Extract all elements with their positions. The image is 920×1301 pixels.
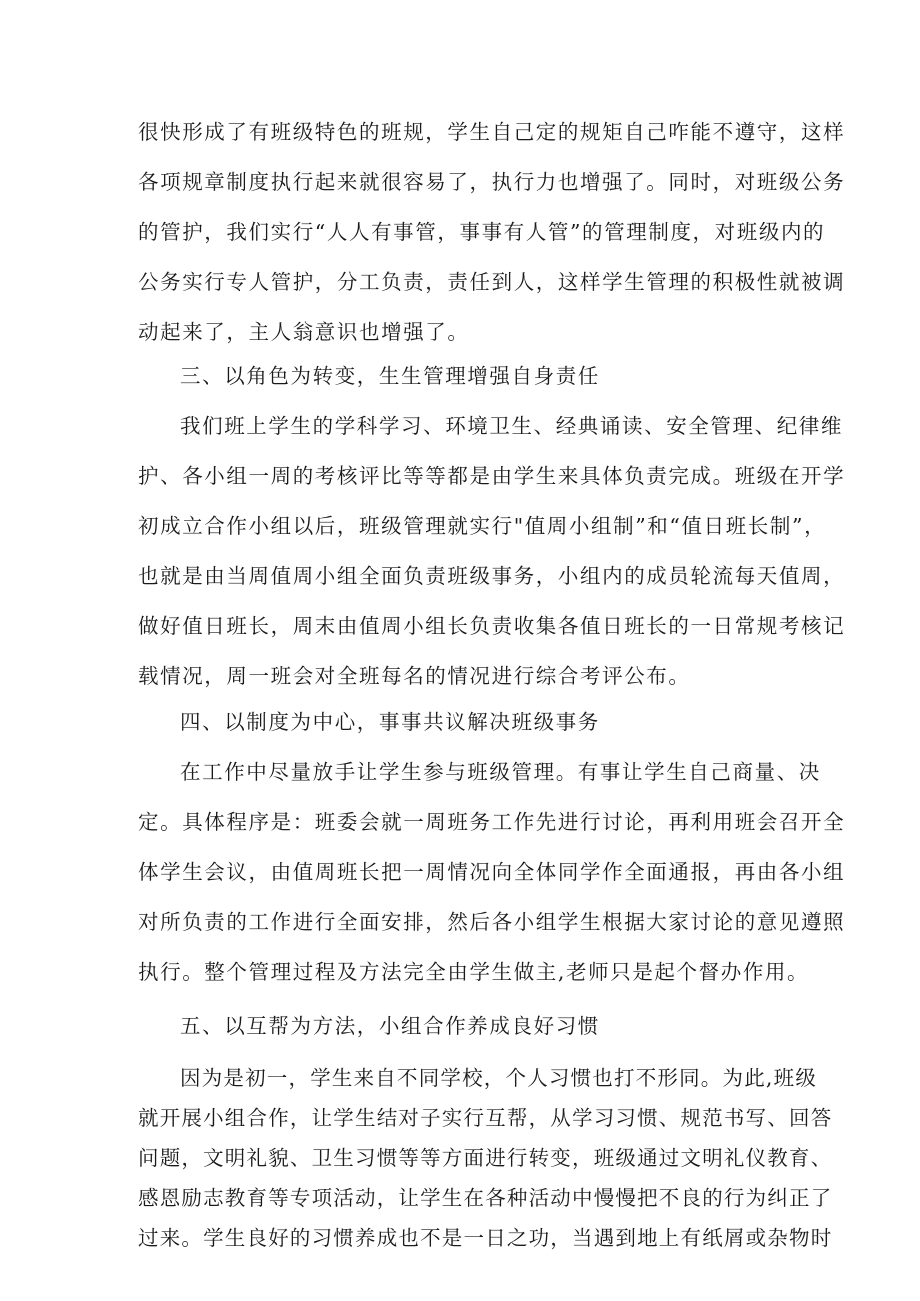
paragraph-line: 执行。整个管理过程及方法完全由学生做主,老师只是起个督办作用。 bbox=[138, 960, 810, 984]
paragraph-line: 体学生会议，由值周班长把一周情况向全体同学作全面通报，再由各小组 bbox=[138, 860, 846, 884]
paragraph-line: 过来。学生良好的习惯养成也不是一日之功，当遇到地上有纸屑或杂物时 bbox=[138, 1226, 833, 1250]
paragraph-line: 感恩励志教育等专项活动，让学生在各种活动中慢慢把不良的行为纠正了 bbox=[138, 1186, 833, 1210]
paragraph-line: 就开展小组合作，让学生结对子实行互帮，从学习习惯、规范书写、回答 bbox=[138, 1106, 833, 1130]
paragraph-line: 因为是初一，学生来自不同学校，个人习惯也打不形同。为此,班级 bbox=[180, 1066, 818, 1090]
paragraph-line: 在工作中尽量放手让学生参与班级管理。有事让学生自己商量、决 bbox=[180, 760, 821, 784]
paragraph-line: 的管护，我们实行“人人有事管，事事有人管”的管理制度，对班级内的 bbox=[138, 220, 826, 244]
paragraph-line: 很快形成了有班级特色的班规，学生自己定的规矩自己咋能不遵守，这样 bbox=[138, 120, 846, 144]
paragraph-line: 也就是由当周值周小组全面负责班级事务，小组内的成员轮流每天值周， bbox=[138, 564, 846, 588]
paragraph-line: 各项规章制度执行起来就很容易了，执行力也增强了。同时，对班级公务 bbox=[138, 170, 846, 194]
section-heading-3: 三、以角色为转变，生生管理增强自身责任 bbox=[180, 364, 600, 388]
section-heading-5: 五、以互帮为方法，小组合作养成良好习惯 bbox=[180, 1014, 600, 1038]
paragraph-line: 护、各小组一周的考核评比等等都是由学生来具体负责完成。班级在开学 bbox=[138, 464, 846, 488]
paragraph-line: 问题，文明礼貌、卫生习惯等等方面进行转变，班级通过文明礼仪教育、 bbox=[138, 1146, 833, 1170]
paragraph-line: 做好值日班长，周末由值周小组长负责收集各值日班长的一日常规考核记 bbox=[138, 614, 846, 638]
paragraph-line: 动起来了，主人翁意识也增强了。 bbox=[138, 320, 470, 344]
paragraph-line: 对所负责的工作进行全面安排，然后各小组学生根据大家讨论的意见遵照 bbox=[138, 910, 846, 934]
paragraph-line: 定。具体程序是：班委会就一周班务工作先进行讨论，再利用班会召开全 bbox=[138, 810, 846, 834]
paragraph-line: 初成立合作小组以后，班级管理就实行"值周小组制”和“值日班长制”， bbox=[138, 514, 827, 538]
section-heading-4: 四、以制度为中心，事事共议解决班级事务 bbox=[180, 710, 600, 734]
paragraph-line: 载情况，周一班会对全班每名的情况进行综合考评公布。 bbox=[138, 664, 691, 688]
paragraph-line: 公务实行专人管护，分工负责，责任到人，这样学生管理的积极性就被调 bbox=[138, 270, 846, 294]
paragraph-line: 我们班上学生的学科学习、环境卫生、经典诵读、安全管理、纪律维 bbox=[180, 414, 843, 438]
